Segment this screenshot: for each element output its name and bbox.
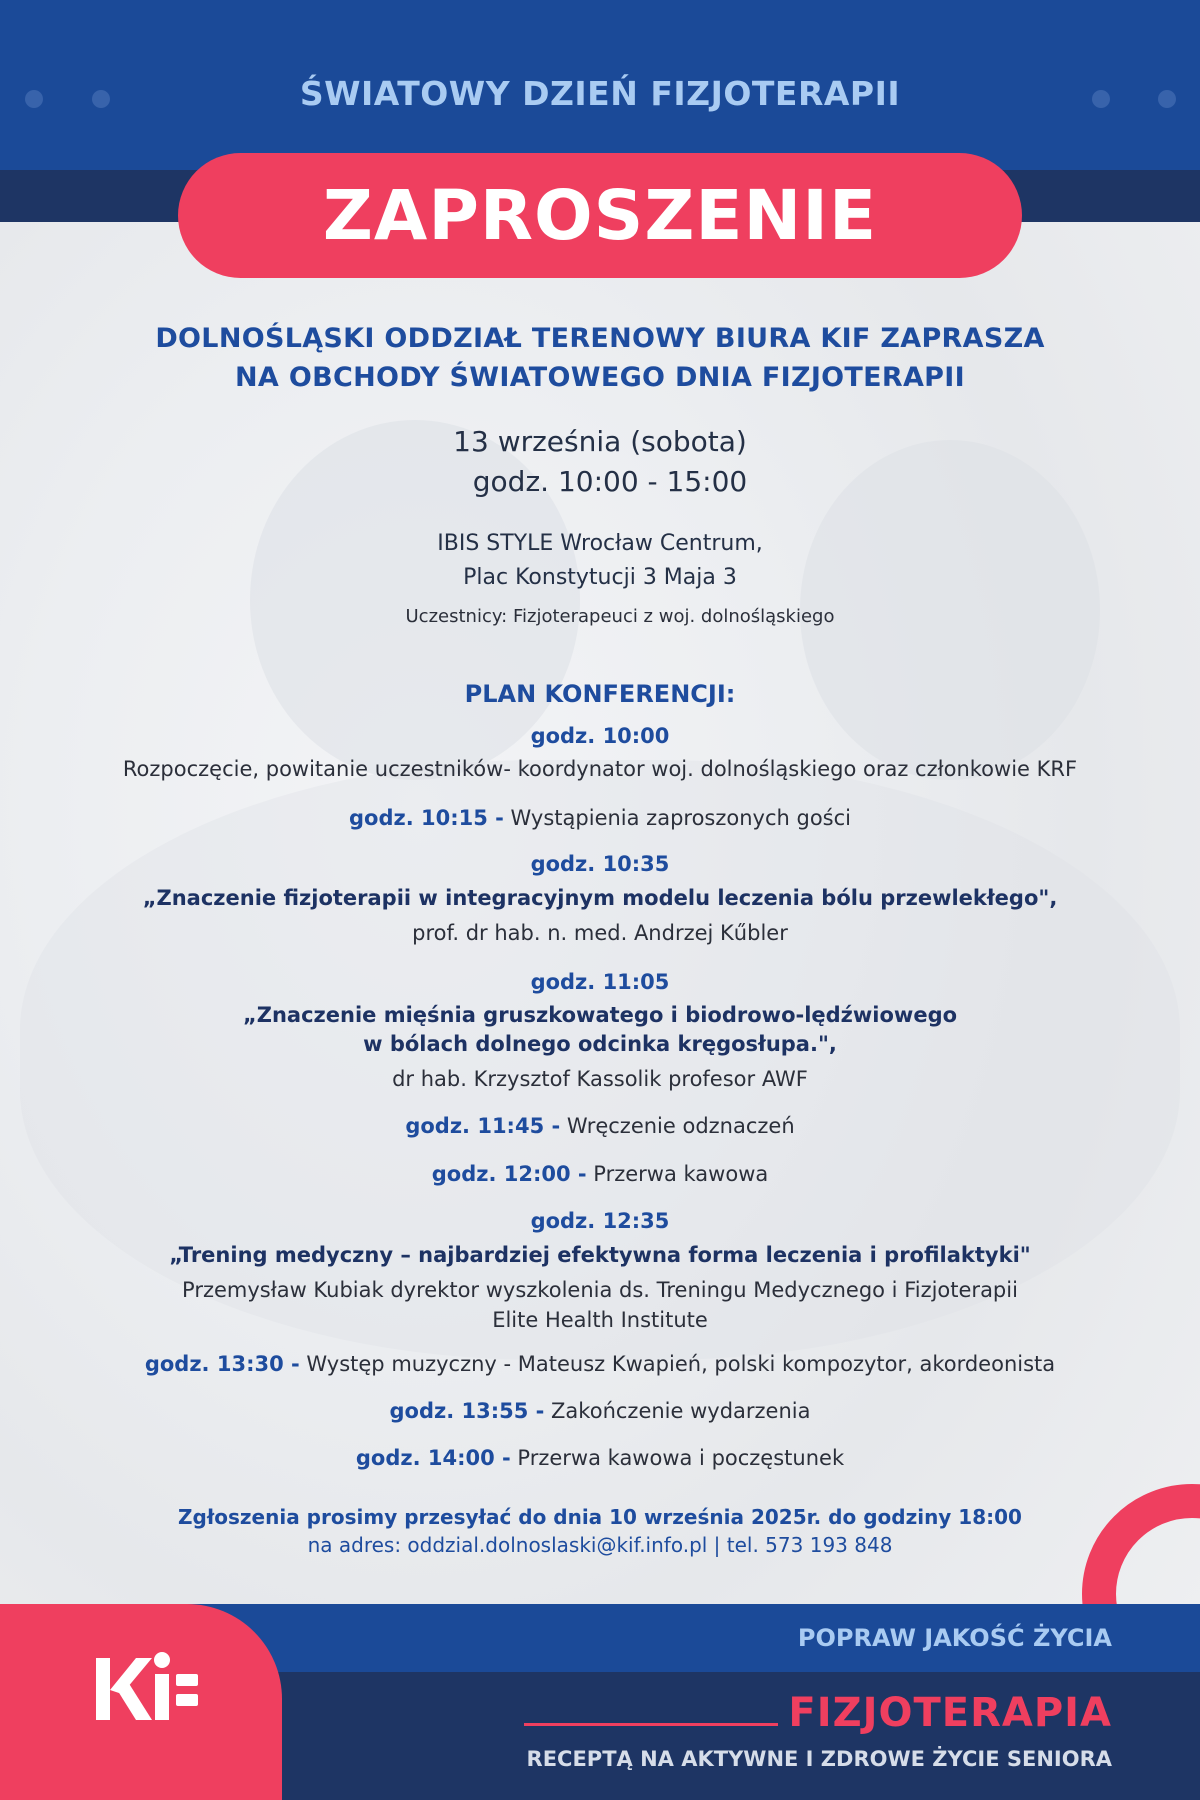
footer-subline: RECEPTĄ NA AKTYWNE I ZDROWE ŻYCIE SENIORA (526, 1747, 1112, 1771)
plan-item-time: godz. 10:15 - (348, 806, 504, 830)
plan-item-time: godz. 12:35 (530, 1209, 670, 1233)
plan-item-text: Przerwa kawowa i poczęstunek (510, 1446, 845, 1470)
event-name: ŚWIATOWY DZIEŃ FIZJOTERAPII (299, 74, 901, 113)
lecture-speaker-affiliation: Elite Health Institute (492, 1308, 708, 1332)
event-date: 13 września (sobota) (453, 425, 747, 458)
invitation-title: ZAPROSZENIE (322, 175, 878, 256)
invitation-banner (178, 153, 1022, 278)
background-photo-shirts (20, 760, 1180, 1360)
footer-headline: FIZJOTERAPIA (788, 1690, 1112, 1736)
plan-item (40, 806, 1160, 830)
plan-item-time: godz. 10:00 (530, 724, 670, 748)
lecture-title-line-2: w bólach dolnego odcinka kręgosłupa.", (363, 1032, 837, 1056)
plan-item-time: godz. 13:30 - (144, 1352, 300, 1376)
venue-name: IBIS STYLE Wrocław Centrum, (437, 531, 763, 556)
plan-item-time: godz. 11:05 (530, 970, 670, 994)
venue-address: Plac Konstytucji 3 Maja 3 (463, 565, 737, 590)
plan-item (40, 1114, 1160, 1138)
plan-item-text: Przerwa kawowa (586, 1162, 769, 1186)
plan-item-time: godz. 10:35 (530, 852, 670, 876)
plan-item-text: Zakończenie wydarzenia (544, 1399, 811, 1423)
plan-item-time: godz. 14:00 - (355, 1446, 511, 1470)
participants: Uczestnicy: Fizjoterapeuci z woj. dolnośląskiego (405, 606, 835, 627)
lecture-speaker: Przemysław Kubiak dyrektor wyszkolenia ds. Treningu Medycznego i Fizjoterapii (182, 1278, 1018, 1302)
plan-item (40, 1399, 1160, 1423)
plan-item-text: Występ muzyczny - Mateusz Kwapień, polski kompozytor, akordeonista (299, 1352, 1056, 1376)
intro-line-2: NA OBCHODY ŚWIATOWEGO DNIA FIZJOTERAPII (235, 362, 965, 393)
plan-item-time: godz. 12:00 - (431, 1162, 587, 1186)
lecture-speaker: prof. dr hab. n. med. Andrzej Kűbler (412, 921, 788, 945)
headline-rule (524, 1723, 778, 1726)
plan-item-time: godz. 11:45 - (405, 1114, 561, 1138)
plan-item (40, 1352, 1160, 1376)
plan-item-text: Wręczenie odznaczeń (560, 1114, 795, 1138)
kif-logo-icon (92, 1650, 204, 1726)
plan-item (40, 1446, 1160, 1470)
lecture-title: „Trening medyczny – najbardziej efektywna forma leczenia i profilaktyki" (169, 1243, 1031, 1267)
registration-deadline: Zgłoszenia prosimy przesyłać do dnia 10 września 2025r. do godziny 18:00 (178, 1505, 1022, 1529)
plan-item-text: Wystąpienia zaproszonych gości (503, 806, 851, 830)
plan-item (40, 1162, 1160, 1186)
plan-title: PLAN KONFERENCJI: (464, 680, 736, 708)
registration-contact: na adres: oddzial.dolnoslaski@kif.info.pl | tel. 573 193 848 (307, 1533, 893, 1557)
plan-item-text: Rozpoczęcie, powitanie uczestników- koordynator woj. dolnośląskiego oraz członkowie KRF (122, 757, 1078, 781)
plan-item-time: godz. 13:55 - (389, 1399, 545, 1423)
lecture-speaker: dr hab. Krzysztof Kassolik profesor AWF (392, 1067, 808, 1091)
intro-line-1: DOLNOŚLĄSKI ODDZIAŁ TERENOWY BIURA KIF ZAPRASZA (155, 323, 1045, 354)
footer-slogan: POPRAW JAKOŚĆ ŻYCIA (797, 1624, 1112, 1652)
lecture-title: „Znaczenie fizjoterapii w integracyjnym modelu leczenia bólu przewlekłego", (142, 886, 1058, 910)
event-hours: godz. 10:00 - 15:00 (472, 465, 748, 498)
lecture-title-line-1: „Znaczenie mięśnia gruszkowatego i biodrowo-lędźwiowego (242, 1003, 958, 1027)
